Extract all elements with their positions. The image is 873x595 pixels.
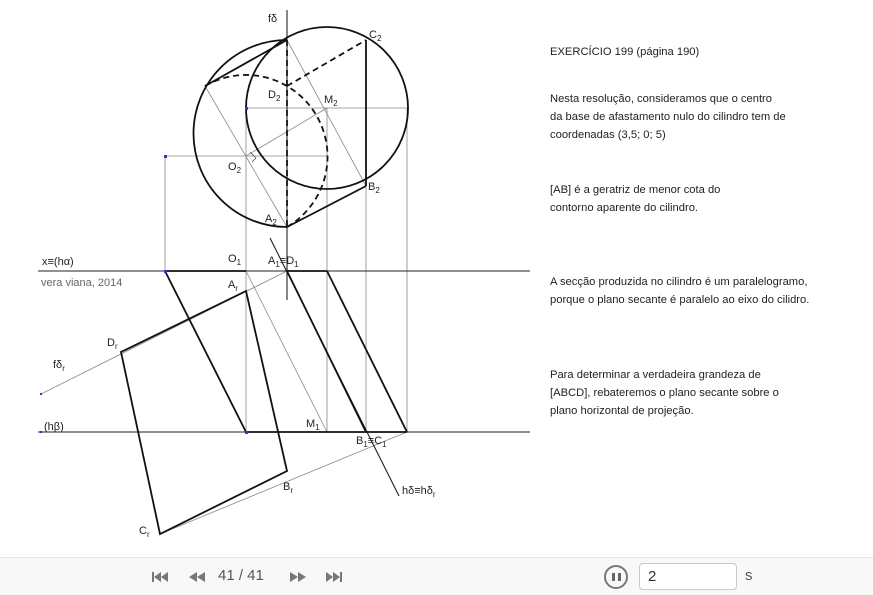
upper-contour-generatrix: [205, 40, 287, 86]
previous-step-button[interactable]: [185, 566, 209, 588]
plane-traces: [270, 10, 399, 496]
pause-button[interactable]: [604, 565, 628, 589]
label-a1-d1: $A_1\equiv D_1$: [268, 255, 299, 269]
rewind-icon: [185, 566, 209, 588]
label-b1-c1: $B_1\equiv C_1$: [356, 435, 387, 449]
first-step-button[interactable]: [148, 566, 172, 588]
last-step-button[interactable]: [322, 566, 346, 588]
label-a2: $A_2$: [265, 213, 277, 227]
speed-input[interactable]: [639, 563, 737, 590]
skip-to-start-icon: [148, 566, 172, 588]
label-cr: $C_r$: [139, 525, 150, 539]
explanation-paragraph-3: A secção produzida no cilindro é um paralelogramo, porque o plano secante é paralelo ao eixo do cilidro.: [550, 276, 810, 306]
fast-forward-icon: [286, 566, 310, 588]
speed-unit: s: [745, 567, 753, 584]
hidden-arc-o2: [205, 75, 328, 227]
label-f-delta: fδ: [268, 13, 278, 25]
label-f-delta-r: $f\delta_r$: [53, 359, 65, 373]
label-h-delta: $h\delta\equiv h\delta_r$: [402, 485, 436, 499]
explanation-paragraph-2: [AB] é a geratriz de menor cota do contorno aparente do cilindro.: [550, 184, 721, 214]
explanation-paragraph-4: Para determinar a verdadeira grandeza de [ABCD], rebateremos o plano secante sobre o plano horizontal de projeção.: [550, 369, 779, 417]
cylinder-frontal-projection: [194, 27, 408, 227]
step-counter: 41 / 41: [218, 567, 264, 584]
pause-icon: [612, 573, 615, 581]
base-circle-o2-visible: [194, 40, 287, 227]
hidden-edge-d2c2: [287, 40, 366, 86]
label-c2: $C_2$: [369, 29, 382, 43]
label-b2: $B_2$: [368, 181, 380, 195]
skip-to-end-icon: [322, 566, 346, 588]
cylinder-horizontal-projection: [165, 271, 407, 432]
parallelogram-abcd-r: [121, 291, 287, 534]
exercise-title: EXERCÍCIO 199 (página 190): [550, 46, 700, 58]
point-labels: [41, 13, 436, 539]
reference-axes: [38, 271, 530, 432]
label-x-axis: x≡(hα): [42, 256, 74, 268]
label-o1: $O_1$: [228, 253, 242, 267]
next-step-button[interactable]: [286, 566, 310, 588]
credit-text: vera viana, 2014: [41, 277, 123, 289]
explanation-paragraph-1: Nesta resolução, consideramos que o centro da base de afastamento nulo do cilindro tem de coordenadas (3,5; 0; 5): [550, 93, 786, 141]
label-dr: $D_r$: [107, 337, 118, 351]
label-d2: $D_2$: [268, 89, 281, 103]
label-br: $B_r$: [283, 481, 294, 495]
lower-contour-generatrix: [287, 186, 366, 227]
playback-toolbar: [0, 557, 873, 595]
label-m2: $M_2$: [324, 94, 338, 108]
label-ar: $A_r$: [228, 279, 239, 293]
label-o2: $O_2$: [228, 161, 242, 175]
label-m1: $M_1$: [306, 418, 320, 432]
label-h-beta: (hβ): [44, 421, 64, 433]
section-true-size: [121, 291, 287, 534]
